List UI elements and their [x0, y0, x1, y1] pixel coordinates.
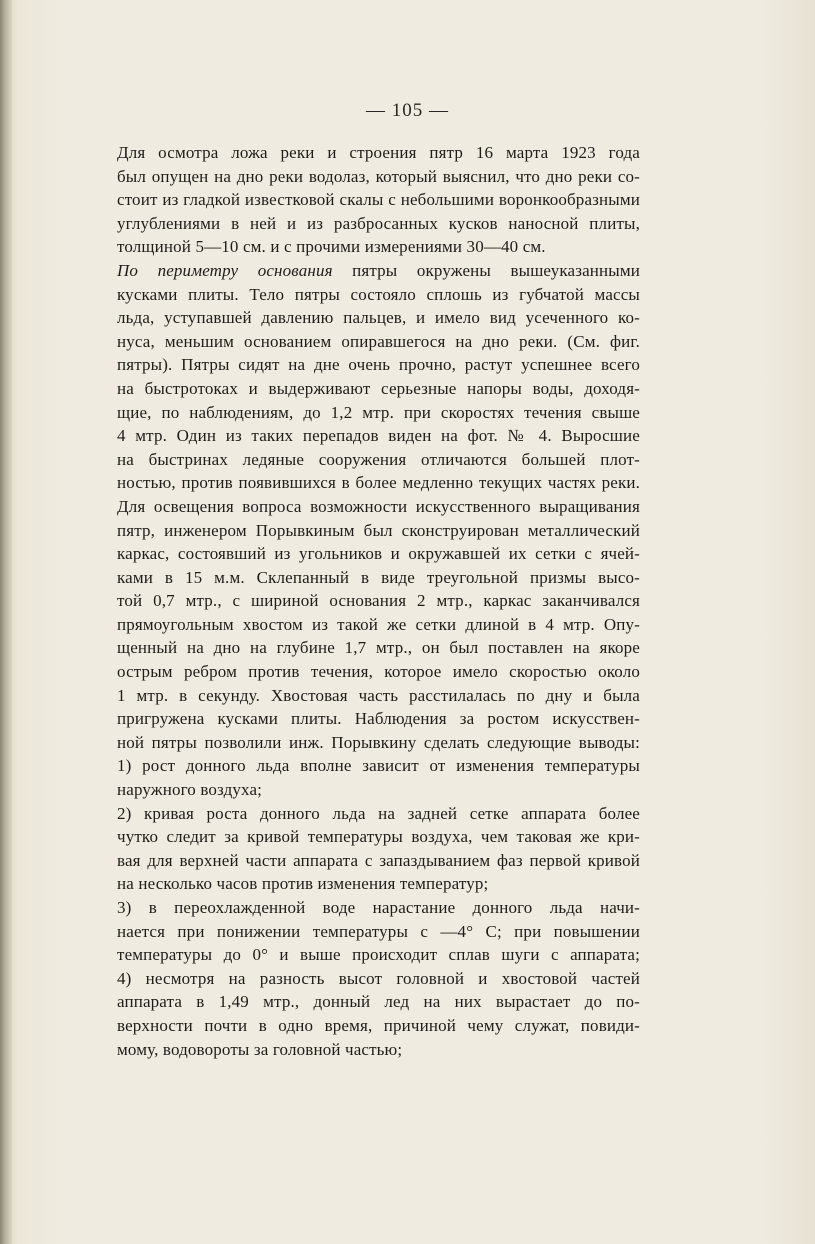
conclusion-item-2 [117, 802, 640, 896]
text-line: на быстринах ледяные сооружения отличаются большей плот- [117, 449, 640, 469]
text-line: ками в 15 м.м. Склепанный в виде треугольной призмы высо- [117, 567, 640, 587]
text-line: пятры). Пятры сидят на дне очень прочно, растут успешнее всего [117, 355, 640, 375]
text-line: прямоугольным хвостом из такой же сетки длиной в 4 мтр. Опу- [117, 614, 640, 634]
text-line: ной пятры позволили инж. Порывкину сделать следующие выводы: [117, 732, 640, 752]
text-line: нается при понижении температуры с —4° С; при повышении [117, 921, 640, 941]
conclusion-item-3 [117, 896, 640, 967]
paragraph-diver-inspection [117, 141, 640, 259]
text-line: стоит из гладкой известковой скалы с небольшими воронкообразными [117, 190, 640, 210]
text-line: толщиной 5—10 см. и с прочими измерениями 30—40 см. [117, 237, 546, 257]
page-number: — 105 — [366, 100, 449, 121]
text-line: аппарата в 1,49 мтр., донный лед на них вырастает до по- [117, 992, 640, 1012]
text-line: щенный на дно на глубине 1,7 мтр., он был поставлен на якоре [117, 638, 640, 658]
text-line: пятр, инженером Порывкиным был сконструирован металлический [117, 520, 640, 540]
text-line: острым ребром против течения, которое имело скоростью около [117, 662, 640, 682]
text-line: кусками плиты. Тело пятры состояло сплошь из губчатой массы [117, 284, 640, 304]
text-line: вая для верхней части аппарата с запаздыванием фаз первой кривой [117, 850, 640, 870]
text-line: верхности почти в одно время, причиной чему служат, повиди- [117, 1015, 640, 1035]
text-line: щие, по наблюдениям, до 1,2 мтр. при скоростях течения свыше [117, 402, 640, 422]
text-line: мому, водовороты за головной частью; [117, 1039, 403, 1059]
italic-lead: По периметру основания [117, 260, 333, 280]
text-line: чутко следит за кривой температуры воздуха, чем таковая же кри- [117, 827, 640, 847]
text-line: Для освещения вопроса возможности искусственного выращивания [117, 496, 640, 516]
text-line: каркас, состоявший из угольников и окружавшей их сетки с ячей- [117, 544, 640, 564]
text-line: той 0,7 мтр., с шириной основания 2 мтр., каркас заканчивался [117, 591, 640, 611]
text-line: 2) кривая роста донного льда на задней сетке аппарата более [117, 803, 640, 823]
paragraph-perimeter [117, 259, 640, 495]
text-line: ностью, против появившихся в более медленно текущих частях реки. [117, 473, 640, 493]
text-line: льда, уступавшей давлению пальцев, и имело вид усеченного ко- [117, 308, 640, 328]
paragraph-artificial-growth [117, 495, 640, 755]
text-line: 1) рост донного льда вполне зависит от изменения температуры [117, 756, 640, 776]
text-line: углублениями в ней и из разбросанных кусков наносной плиты, [117, 213, 640, 233]
conclusion-item-1 [117, 754, 640, 801]
text-line: нуса, меньшим основанием опиравшегося на дно реки. (См. фиг. [117, 331, 640, 351]
text-line-first [117, 259, 640, 283]
text-line: на быстротоках и выдерживают серьезные напоры воды, доходя- [117, 378, 640, 398]
text-line: Для осмотра ложа реки и строения пятр 16 марта 1923 года [117, 143, 640, 162]
text-line: 1 мтр. в секунду. Хвостовая часть расстилалась по дну и была [117, 685, 640, 705]
body-text [117, 141, 640, 1061]
text-line: на несколько часов против изменения температур; [117, 874, 489, 894]
text-line: 3) в переохлажденной воде нарастание донного льда начи- [117, 898, 640, 917]
conclusion-item-4 [117, 967, 640, 1061]
text-line: пригружена кусками плиты. Наблюдения за ростом искусствен- [117, 709, 640, 729]
page-spine-shadow [0, 0, 12, 1244]
text-line: был опущен на дно реки водолаз, который выяснил, что дно реки со- [117, 166, 640, 186]
text-line: наружного воздуха; [117, 780, 263, 800]
text-line: температуры до 0° и выше происходит сплав шуги с аппарата; [117, 945, 640, 965]
first-line-rest: пятры окружены вышеуказанными [332, 260, 640, 280]
text-line: 4) несмотря на разность высот головной и хвостовой частей [117, 968, 640, 988]
text-line: 4 мтр. Один из таких перепадов виден на фот. № 4. Выросшие [117, 426, 640, 446]
